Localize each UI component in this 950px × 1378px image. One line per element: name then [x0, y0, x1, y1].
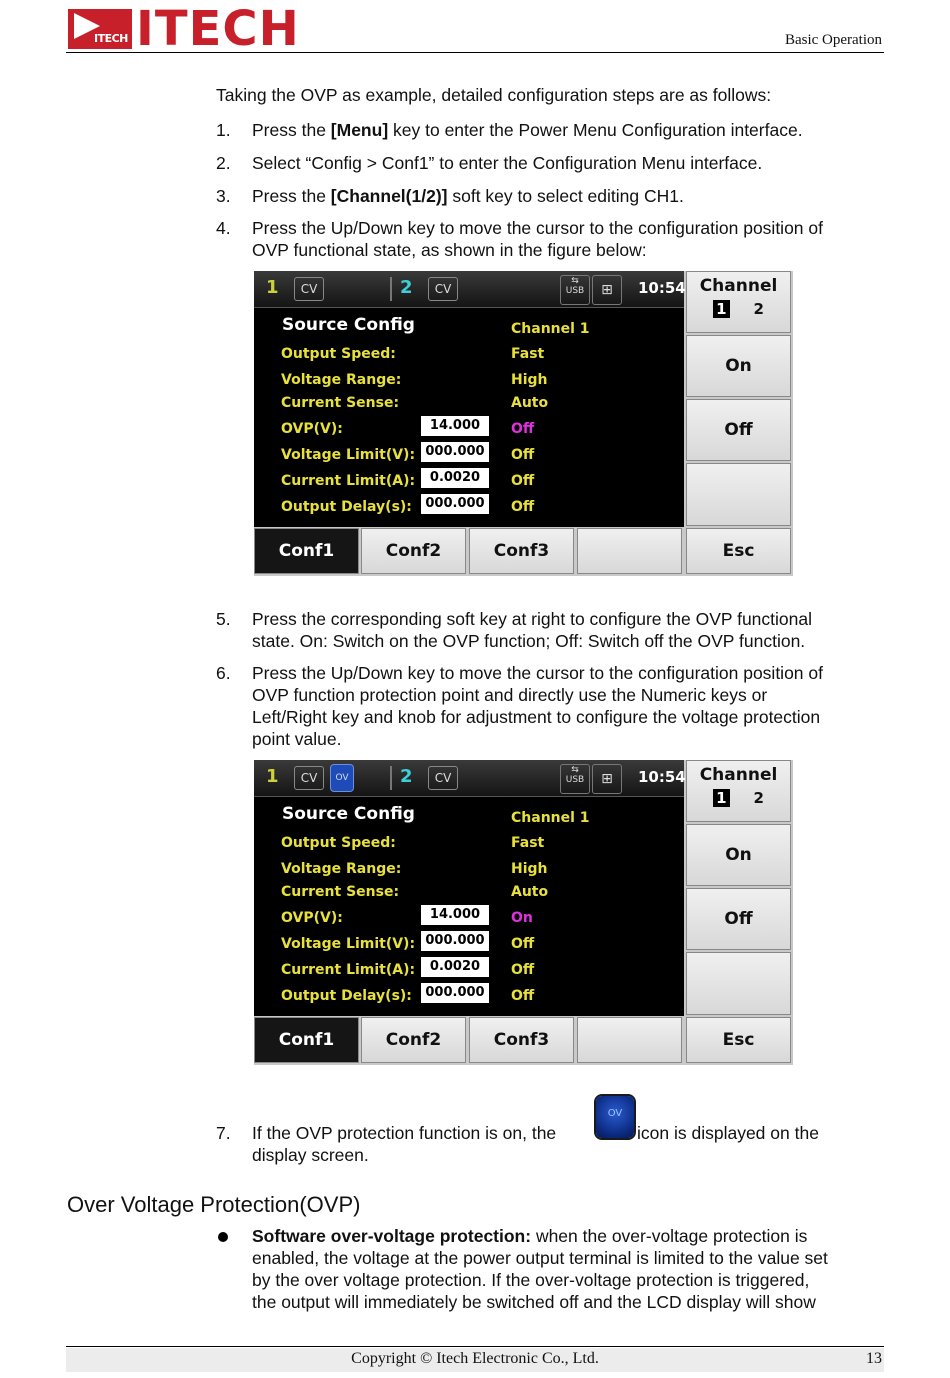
- conf1-softkey[interactable]: Conf1: [254, 528, 359, 574]
- step-7-line2: display screen.: [252, 1145, 369, 1165]
- clock: 10:54: [638, 279, 686, 297]
- config-value: Auto: [511, 395, 549, 411]
- step-5-line1: Press the corresponding soft key at right to configure the OVP functional: [252, 609, 812, 629]
- voltage-limit-box[interactable]: 000.000: [421, 442, 489, 462]
- channel-select-2: 2: [753, 789, 764, 807]
- config-label: Output Speed:: [281, 835, 396, 851]
- conf1-softkey[interactable]: Conf1: [254, 1017, 359, 1063]
- config-label: OVP(V):: [281, 421, 343, 437]
- ovp-value-box[interactable]: 14.000: [421, 416, 489, 436]
- config-value: Off: [511, 936, 535, 952]
- status-bar: [254, 271, 684, 308]
- channel-softkey[interactable]: Channel 1 2: [686, 271, 791, 333]
- ovp-state-value[interactable]: On: [511, 910, 533, 926]
- channel-softkey[interactable]: Channel 1 2: [686, 760, 791, 822]
- cv-mode-badge: CV: [294, 277, 324, 301]
- channel-2-indicator: 2: [400, 766, 413, 787]
- conf2-softkey[interactable]: Conf2: [361, 1017, 466, 1063]
- step-number: 7.: [216, 1123, 231, 1143]
- section-heading: Over Voltage Protection(OVP): [67, 1192, 361, 1217]
- bullet-line3: by the over voltage protection. If the over-voltage protection is triggered,: [252, 1270, 810, 1290]
- usb-icon: ⇆ USB: [560, 764, 590, 794]
- on-softkey[interactable]: On: [686, 824, 791, 886]
- step-6-line1: Press the Up/Down key to move the cursor to the configuration position of: [252, 663, 823, 683]
- bullet-line1: Software over-voltage protection: when the over-voltage protection is: [252, 1226, 808, 1246]
- logo-text: ITECH: [136, 1, 300, 57]
- itech-logo: [68, 1, 300, 57]
- cv-mode-badge: CV: [428, 766, 458, 790]
- step-number: 3.: [216, 186, 231, 206]
- ov-icon: OV: [596, 1096, 634, 1138]
- step-number: 1.: [216, 120, 231, 140]
- ovp-value-box[interactable]: 14.000: [421, 905, 489, 925]
- step-number: 4.: [216, 218, 231, 238]
- esc-softkey[interactable]: Esc: [686, 1017, 791, 1063]
- screen-display: [254, 760, 684, 1016]
- step-5-line2: state. On: Switch on the OVP function; Off: Switch off the OVP function.: [252, 631, 806, 651]
- channel-label: Channel 1: [511, 321, 590, 337]
- blank-softkey[interactable]: [686, 463, 791, 526]
- config-value: Off: [511, 962, 535, 978]
- itech-logo-mark: [68, 9, 132, 49]
- channel-select-2: 2: [753, 300, 764, 318]
- config-value: Off: [511, 447, 535, 463]
- instrument-screen-1: [254, 271, 793, 576]
- config-label: Voltage Limit(V):: [281, 447, 416, 463]
- current-limit-box[interactable]: 0.0020: [421, 468, 489, 488]
- screen-title: Source Config: [282, 315, 415, 335]
- config-value: Off: [511, 499, 535, 515]
- logo-small-text: ITECH: [94, 32, 128, 45]
- config-label: Voltage Limit(V):: [281, 936, 416, 952]
- step-3-text: Press the [Channel(1/2)] soft key to select editing CH1.: [252, 186, 684, 206]
- output-delay-box[interactable]: 000.000: [421, 983, 489, 1003]
- step-1-text: Press the [Menu] key to enter the Power Menu Configuration interface.: [252, 120, 803, 140]
- step-4-line1: Press the Up/Down key to move the cursor to the configuration position of: [252, 218, 823, 238]
- step-6-line3: Left/Right key and knob for adjustment to configure the voltage protection: [252, 707, 821, 727]
- conf3-softkey[interactable]: Conf3: [469, 1017, 574, 1063]
- clock: 10:54: [638, 768, 686, 786]
- channel-select-1: 1: [713, 300, 729, 318]
- footer-divider: [66, 1346, 884, 1347]
- conf3-softkey[interactable]: Conf3: [469, 528, 574, 574]
- header-divider: [66, 52, 884, 53]
- off-softkey[interactable]: Off: [686, 399, 791, 461]
- ovp-state-value[interactable]: Off: [511, 421, 535, 437]
- intro-text: Taking the OVP as example, detailed configuration steps are as follows:: [216, 85, 772, 105]
- config-value: Off: [511, 988, 535, 1004]
- bullet-line4: the output will immediately be switched off and the LCD display will show: [252, 1292, 816, 1312]
- config-label: OVP(V):: [281, 910, 343, 926]
- voltage-limit-box[interactable]: 000.000: [421, 931, 489, 951]
- step-number: 6.: [216, 663, 231, 683]
- cv-mode-badge: CV: [428, 277, 458, 301]
- config-label: Output Speed:: [281, 346, 396, 362]
- esc-softkey[interactable]: Esc: [686, 528, 791, 574]
- blank-bottom-softkey[interactable]: [577, 528, 682, 574]
- config-label: Current Sense:: [281, 884, 400, 900]
- step-4-line2: OVP functional state, as shown in the figure below:: [252, 240, 647, 260]
- bullet-icon: [218, 1232, 228, 1242]
- channel-1-indicator: 1: [266, 277, 279, 298]
- config-value: Fast: [511, 835, 545, 851]
- config-value: Off: [511, 473, 535, 489]
- step-2-text: Select “Config > Conf1” to enter the Configuration Menu interface.: [252, 153, 763, 173]
- config-value: High: [511, 372, 548, 388]
- channel-2-indicator: 2: [400, 277, 413, 298]
- config-label: Current Sense:: [281, 395, 400, 411]
- instrument-screen-2: [254, 760, 793, 1065]
- config-label: Current Limit(A):: [281, 473, 416, 489]
- current-limit-box[interactable]: 0.0020: [421, 957, 489, 977]
- config-value: High: [511, 861, 548, 877]
- bullet-line2: enabled, the voltage at the power output terminal is limited to the value set: [252, 1248, 828, 1268]
- step-7-text-post: icon is displayed on the: [637, 1123, 819, 1143]
- blank-bottom-softkey[interactable]: [577, 1017, 682, 1063]
- config-value: Auto: [511, 884, 549, 900]
- blank-softkey[interactable]: [686, 952, 791, 1015]
- config-label: Voltage Range:: [281, 861, 402, 877]
- config-label: Output Delay(s):: [281, 988, 412, 1004]
- usb-icon: ⇆ USB: [560, 275, 590, 305]
- copyright: Copyright © Itech Electronic Co., Ltd.: [351, 1350, 599, 1367]
- channel-label: Channel 1: [511, 810, 590, 826]
- config-value: Fast: [511, 346, 545, 362]
- output-delay-box[interactable]: 000.000: [421, 494, 489, 514]
- config-label: Current Limit(A):: [281, 962, 416, 978]
- step-number: 5.: [216, 609, 231, 629]
- ov-status-icon: OV: [330, 764, 354, 792]
- step-7-text-pre: If the OVP protection function is on, the: [252, 1123, 557, 1143]
- step-6-line4: point value.: [252, 729, 342, 749]
- lan-icon: ⊞: [592, 764, 622, 794]
- step-number: 2.: [216, 153, 231, 173]
- conf2-softkey[interactable]: Conf2: [361, 528, 466, 574]
- cv-mode-badge: CV: [294, 766, 324, 790]
- status-bar: [254, 760, 684, 797]
- step-6-line2: OVP function protection point and directly use the Numeric keys or: [252, 685, 768, 705]
- on-softkey[interactable]: On: [686, 335, 791, 397]
- channel-select-1: 1: [713, 789, 729, 807]
- config-label: Output Delay(s):: [281, 499, 412, 515]
- screen-title: Source Config: [282, 804, 415, 824]
- channel-1-indicator: 1: [266, 766, 279, 787]
- page-number: 13: [866, 1350, 882, 1367]
- lan-icon: ⊞: [592, 275, 622, 305]
- off-softkey[interactable]: Off: [686, 888, 791, 950]
- section-header: Basic Operation: [784, 32, 882, 48]
- config-label: Voltage Range:: [281, 372, 402, 388]
- screen-display: [254, 271, 684, 527]
